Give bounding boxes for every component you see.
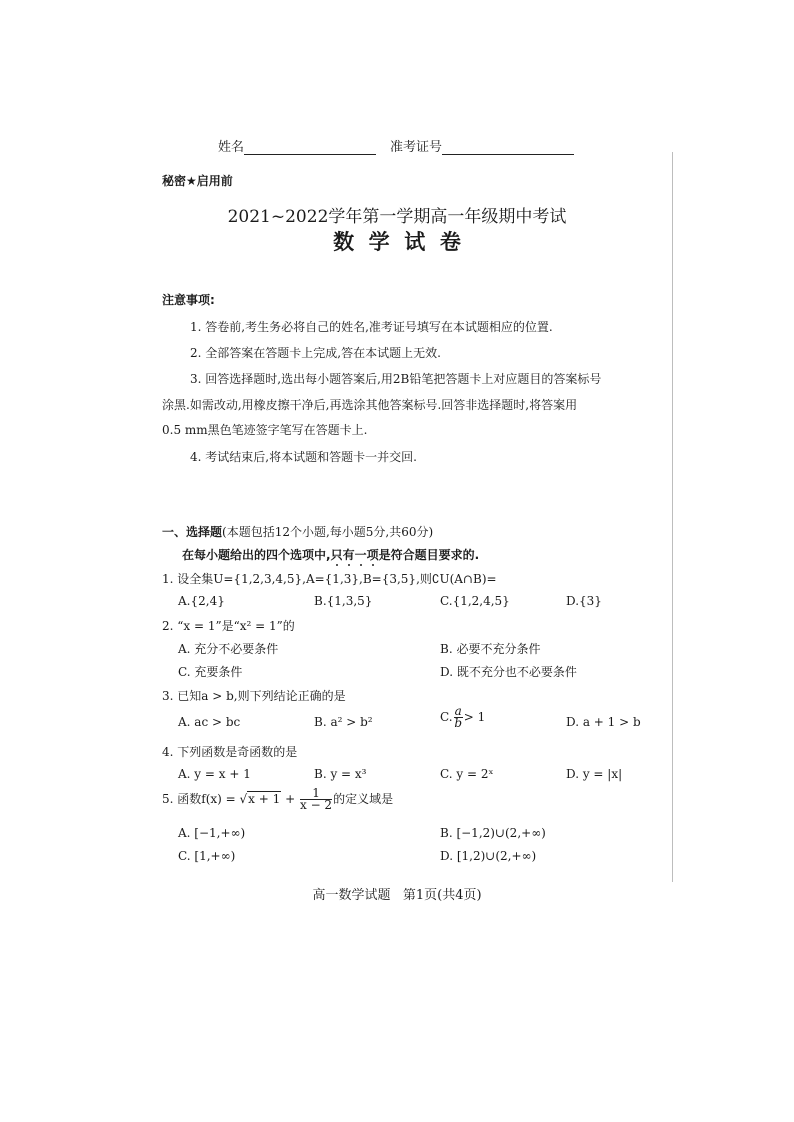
question-5-stem: [162, 788, 393, 811]
question-4-option-a: A. y = x + 1: [178, 767, 251, 781]
emphasis-char: 一: [354, 548, 367, 562]
section-heading: [162, 523, 433, 540]
question-1-option-c: C.{1,2,4,5}: [440, 594, 510, 608]
secret-label: 秘密★启用前: [162, 174, 233, 188]
plus-sign: +: [285, 792, 296, 806]
question-5-option-a: A. [−1,+∞): [178, 826, 246, 840]
notes-heading: 注意事项:: [162, 293, 215, 307]
question-3-option-d: D. a + 1 > b: [566, 715, 641, 729]
note-item-3-cont2: 0.5 mm黑色笔迹签字笔写在答题卡上.: [162, 423, 368, 437]
fraction-denominator: b: [454, 716, 462, 730]
fraction-numerator: 1: [300, 788, 332, 800]
exam-id-field: [390, 136, 574, 155]
note-item-2: 2. 全部答案在答题卡上完成,答在本试题上无效.: [190, 346, 441, 360]
note-item-3: 3. 回答选择题时,选出每小题答案后,用2B铅笔把答题卡上对应题目的答案标号: [190, 372, 602, 386]
instruction-text: 在每小题给出的四个选项中,: [182, 548, 331, 562]
question-2-option-a: A. 充分不必要条件: [178, 642, 279, 656]
stem-prefix: 5. 函数f(x) = √: [162, 792, 248, 806]
question-3-option-a: A. ac > bc: [178, 715, 241, 729]
question-3-stem: 3. 已知a > b,则下列结论正确的是: [162, 689, 346, 703]
instruction-text-end: 是符合题目要求的.: [378, 548, 480, 562]
option-c-label: C.: [440, 710, 453, 724]
note-item-1: 1. 答卷前,考生务必将自己的姓名,准考证号填写在本试题相应的位置.: [190, 320, 553, 334]
page-footer: 高一数学试题 第1页(共4页): [312, 888, 482, 903]
fraction-one-over-x-minus-2: [300, 788, 332, 811]
fraction-a-over-b: [454, 706, 463, 729]
question-2-option-b: B. 必要不充分条件: [440, 642, 541, 656]
question-1-option-a: A.{2,4}: [178, 594, 225, 608]
section-title: 一、选择题: [162, 525, 223, 539]
subject-title: 数 学 试 卷: [333, 230, 461, 254]
question-5-option-b: B. [−1,2)∪(2,+∞): [440, 826, 546, 840]
question-2-stem: 2. “x = 1”是“x² = 1”的: [162, 619, 295, 633]
name-blank: [244, 142, 376, 155]
question-5-option-d: D. [1,2)∪(2,+∞): [440, 849, 537, 863]
emphasis-char: 有: [342, 548, 355, 562]
question-4-option-b: B. y = x³: [314, 767, 367, 781]
question-2-option-c: C. 充要条件: [178, 665, 243, 679]
exam-id-blank: [442, 142, 574, 155]
note-item-3-cont: 涂黑.如需改动,用橡皮擦干净后,再选涂其他答案标号.回答非选择题时,将答案用: [162, 398, 578, 412]
stem-suffix: 的定义域是: [333, 792, 394, 806]
option-c-rest: > 1: [463, 710, 486, 724]
question-1-option-d: D.{3}: [566, 594, 602, 608]
question-3-option-c: [440, 706, 485, 729]
section-instruction: [182, 546, 479, 563]
question-3-option-b: B. a² > b²: [314, 715, 373, 729]
exam-id-label: 准考证号: [390, 140, 443, 155]
emphasis-char: 项: [366, 548, 379, 562]
question-4-stem: 4. 下列函数是奇函数的是: [162, 745, 298, 759]
fraction-denominator: x − 2: [299, 798, 333, 812]
question-4-option-d: D. y = |x|: [566, 767, 623, 781]
exam-title: 2021~2022学年第一学期高一年级期中考试: [227, 207, 567, 227]
question-4-option-c: C. y = 2ˣ: [440, 767, 494, 781]
page-edge-line: [672, 152, 673, 882]
question-5-option-c: C. [1,+∞): [178, 849, 236, 863]
note-item-4: 4. 考试结束后,将本试题和答题卡一并交回.: [190, 450, 417, 464]
name-field: [218, 136, 376, 155]
radicand: x + 1: [248, 792, 281, 806]
name-label: 姓名: [218, 140, 245, 155]
section-desc: (本题包括12个小题,每小题5分,共60分): [222, 525, 434, 539]
question-1-stem: 1. 设全集U={1,2,3,4,5},A={1,3},B={3,5},则∁U(A∩B)=: [162, 572, 497, 586]
emphasis-char: 只: [330, 548, 343, 562]
fraction-numerator: a: [454, 704, 462, 718]
question-1-option-b: B.{1,3,5}: [314, 594, 373, 608]
question-2-option-d: D. 既不充分也不必要条件: [440, 665, 577, 679]
